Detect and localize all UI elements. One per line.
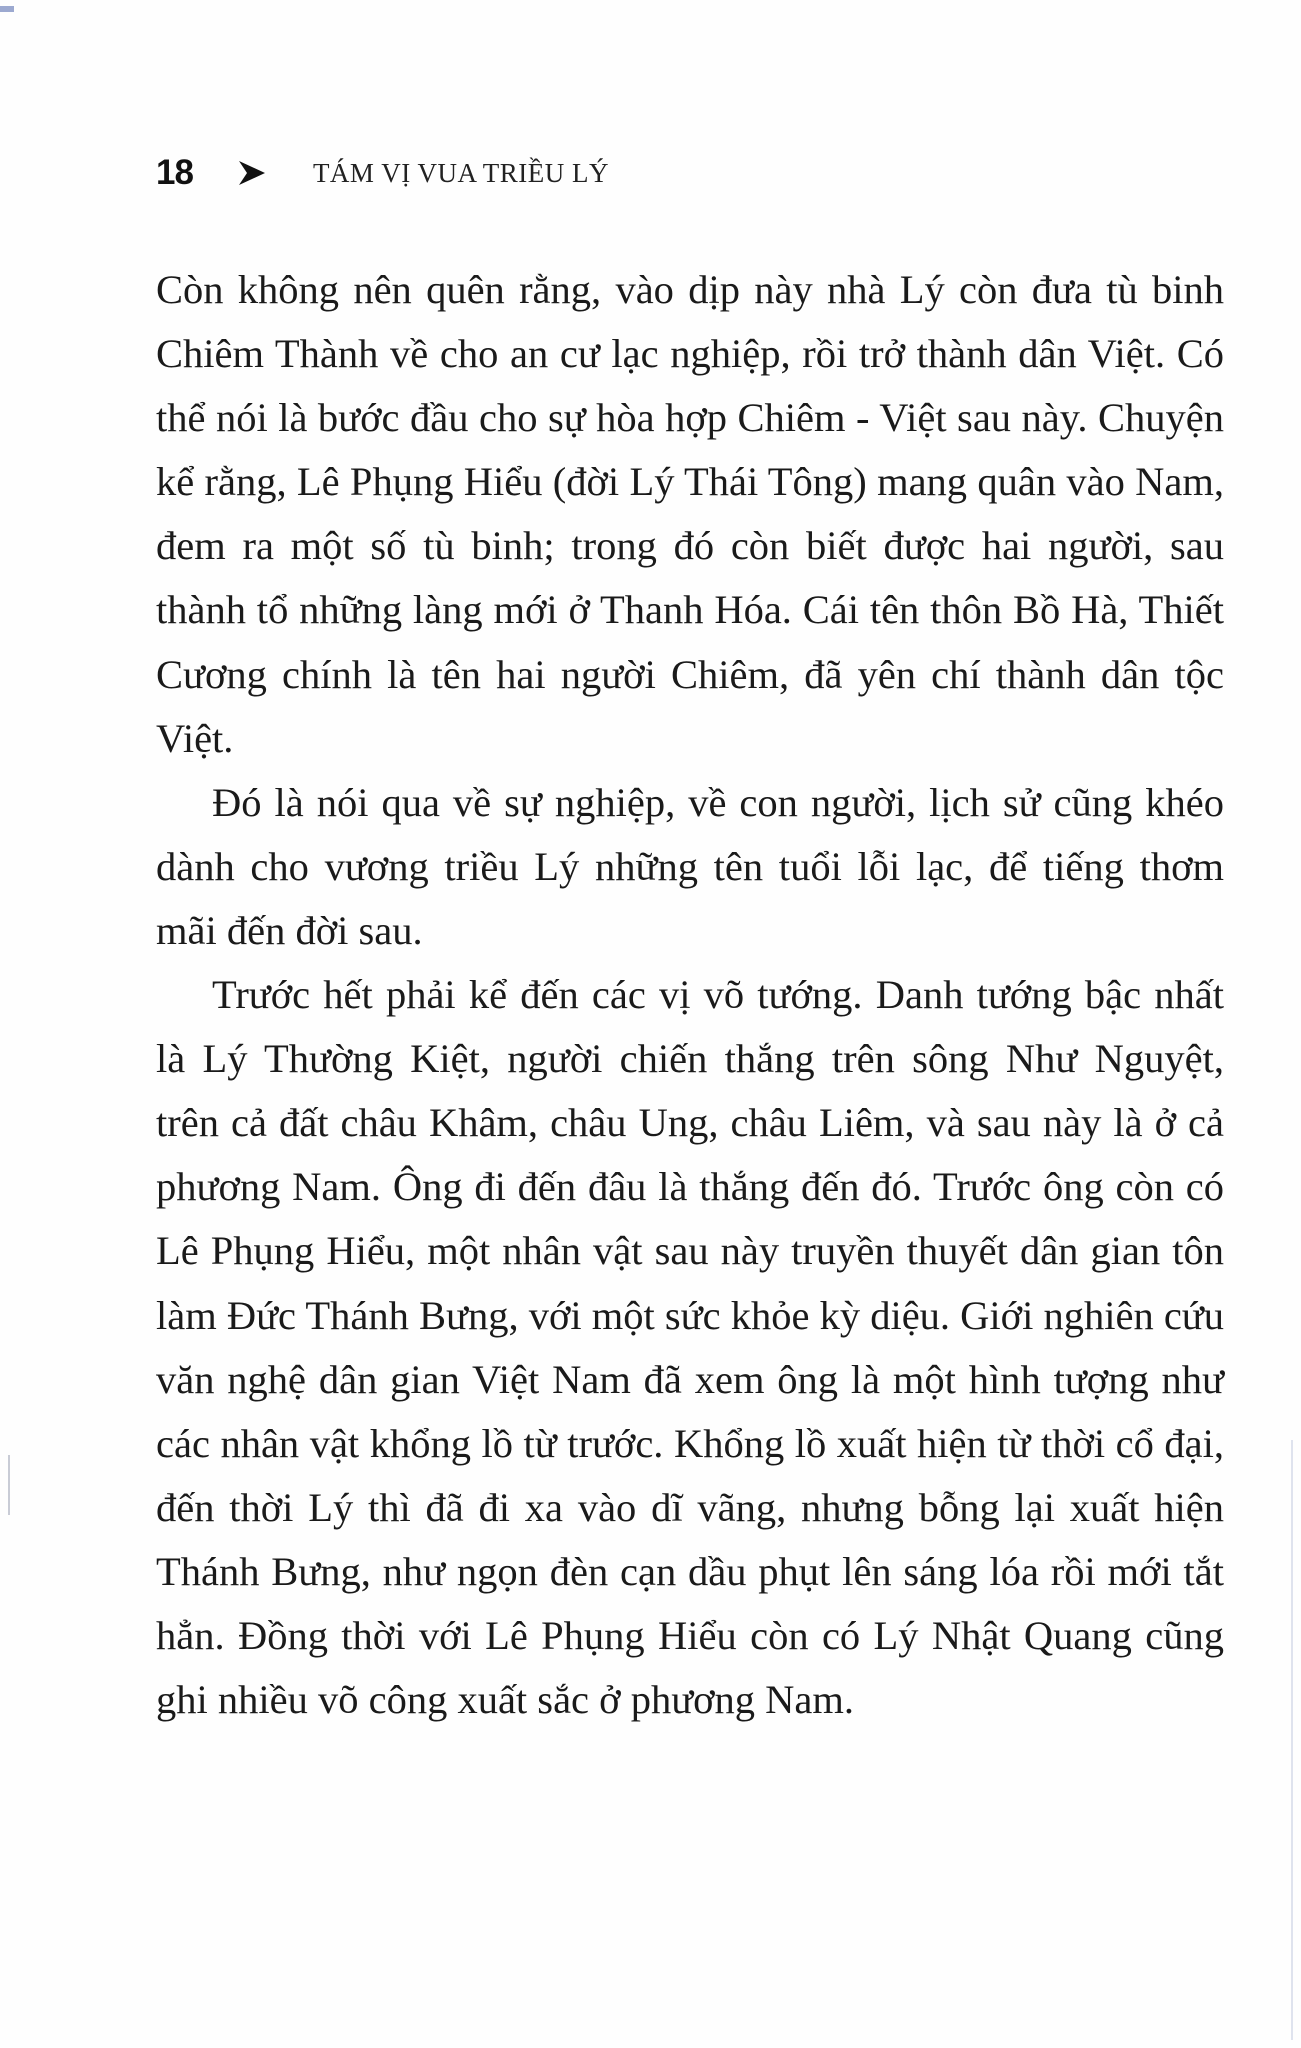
- paragraph: Đó là nói qua về sự nghiệp, về con người, lịch sử cũng khéo dành cho vương triều Lý những tên tuổi lỗi lạc, để tiếng thơm mãi đến đời sau.: [156, 779, 1224, 953]
- body-text: [156, 258, 1224, 1732]
- scan-artifact: [0, 6, 14, 12]
- running-header: [156, 148, 609, 198]
- book-title: TÁM VỊ VUA TRIỀU LÝ: [312, 157, 609, 188]
- paragraph-continuation: Còn không nên quên rằng, vào dịp này nhà Lý còn đưa tù binh Chiêm Thành về cho an cư lạc nghiệp, rồi trở thành dân Việt. Có thể nói là bước đầu cho sự hòa hợp Chiêm - Việt sau này. Chuyện kể rằng, Lê Phụng Hiểu (đời Lý Thái Tông) mang quân vào Nam, đem ra một số tù binh; trong đó còn biết được hai người, sau thành tổ những làng mới ở Thanh Hóa. Cái tên thôn Bồ Hà, Thiết Cương chính là tên hai người Chiêm, đã yên chí thành dân tộc Việt.: [156, 267, 1224, 761]
- arrow-right-icon: [237, 159, 267, 187]
- page-number: 18: [156, 153, 193, 192]
- scan-artifact: [1291, 1440, 1293, 2040]
- scan-artifact: [8, 1455, 10, 1515]
- paragraph: Trước hết phải kể đến các vị võ tướng. Danh tướng bậc nhất là Lý Thường Kiệt, người chiến thắng trên sông Như Nguyệt, trên cả đất châu Khâm, châu Ung, châu Liêm, và sau này là ở cả phương Nam. Ông đi đến đâu là thắng đến đó. Trước ông còn có Lê Phụng Hiểu, một nhân vật sau này truyền thuyết dân gian tôn làm Đức Thánh Bưng, với một sức khỏe kỳ diệu. Giới nghiên cứu văn nghệ dân gian Việt Nam đã xem ông là một hình tượng như các nhân vật khổng lồ từ trước. Khổng lồ xuất hiện từ thời cổ đại, đến thời Lý thì đã đi xa vào dĩ vãng, nhưng bỗng lại xuất hiện Thánh Bưng, như ngọn đèn cạn dầu phụt lên sáng lóa rồi mới tắt hẳn. Đồng thời với Lê Phụng Hiểu còn có Lý Nhật Quang cũng ghi nhiều võ công xuất sắc ở phương Nam.: [156, 972, 1224, 1723]
